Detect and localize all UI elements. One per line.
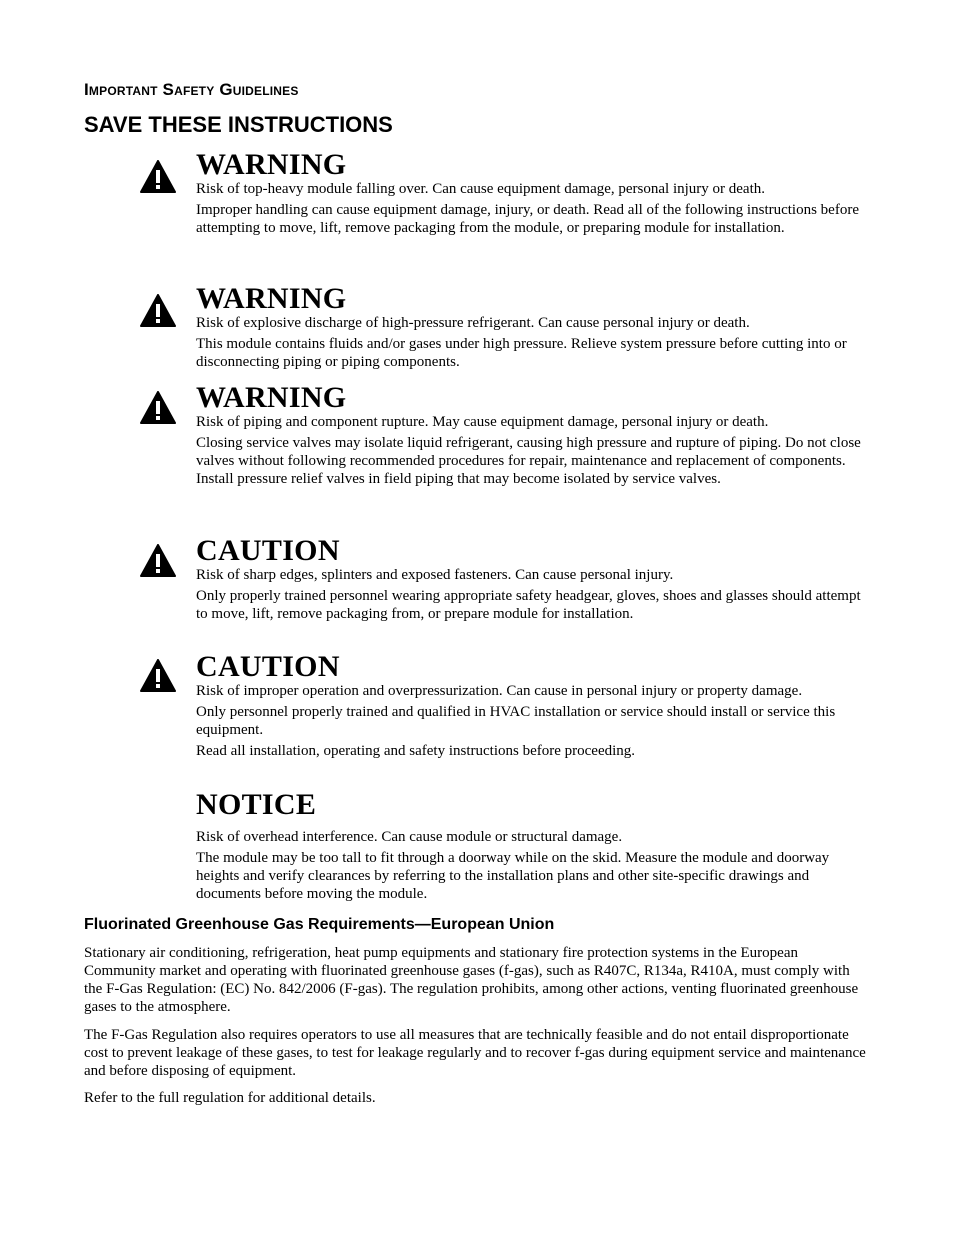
hazard-instruction-text: Only properly trained personnel wearing appropriate safety headgear, gloves, shoes and glasses should attempt to move, lift, remove packaging from, or prepare module for installation. xyxy=(196,588,861,622)
hazard-body xyxy=(196,284,868,374)
section-title: Important Safety Guidelines xyxy=(84,80,299,99)
hazard-instruction-text: Only personnel properly trained and qualified in HVAC installation or service should install or service this equipment. xyxy=(196,704,836,738)
hazard-risk-text: Risk of top-heavy module falling over. Can cause equipment damage, personal injury or death. xyxy=(196,181,766,197)
hazard-instruction-text: Improper handling can cause equipment damage, injury, or death. Read all of the following instructions before attempting to move, lift, remove packaging from the module, or preparing module for installation. xyxy=(196,202,859,236)
fgas-heading: Fluorinated Greenhouse Gas Requirements—European Union xyxy=(84,916,555,933)
hazard-risk-text: Risk of explosive discharge of high-pressure refrigerant. Can cause personal injury or death. xyxy=(196,315,750,331)
fgas-paragraph: Stationary air conditioning, refrigeration, heat pump equipments and stationary fire protection systems in the European Community market and operating with fluorinated greenhouse gases (f-gas), such as R407C, R134a, R410A, must comply with the F-Gas Regulation: (EC) No. 842/2006 (F-gas). The regulation prohibits, among other actions, venting fluorinated greenhouse gases to the atmosphere. xyxy=(84,945,859,1015)
hazard-instruction-text: This module contains fluids and/or gases under high pressure. Relieve system pressure before cutting into or disconnecting piping or piping components. xyxy=(196,336,847,370)
save-instructions-title: SAVE THESE INSTRUCTIONS xyxy=(84,112,393,137)
hazard-instruction-text: Read all installation, operating and safety instructions before proceeding. xyxy=(196,743,636,759)
signal-word: CAUTION xyxy=(196,650,340,683)
signal-word: WARNING xyxy=(196,381,347,414)
warning-triangle-icon xyxy=(140,160,176,194)
hazard-body xyxy=(196,383,868,491)
fgas-paragraph: Refer to the full regulation for additional details. xyxy=(84,1090,376,1106)
signal-word: WARNING xyxy=(196,148,347,181)
fgas-paragraph: The F-Gas Regulation also requires operators to use all measures that are technically feasible and do not entail disproportionate cost to prevent leakage of these gases, to test for leakage regularly and to recover f-gas during equipment service and maintenance and before disposing of equipment. xyxy=(84,1027,866,1079)
hazard-instruction-text: The module may be too tall to fit through a doorway while on the skid. Measure the module and doorway heights and verify clearances by referring to the installation plans and other site-specific drawings and documents before moving the module. xyxy=(196,850,830,902)
warning-triangle-icon xyxy=(140,544,176,578)
hazard-body xyxy=(196,790,868,906)
hazard-instruction-text: Closing service valves may isolate liquid refrigerant, causing high pressure and rupture of piping. Do not close valves without following recommended procedures for repair, maintenance and replacement of components. Install pressure relief valves in field piping that may become isolated by service valves. xyxy=(196,435,861,487)
hazard-risk-text: Risk of piping and component rupture. May cause equipment damage, personal injury or death. xyxy=(196,414,769,430)
signal-word: NOTICE xyxy=(196,788,317,821)
hazard-body xyxy=(196,536,868,626)
hazard-risk-text: Risk of overhead interference. Can cause module or structural damage. xyxy=(196,829,623,845)
warning-triangle-icon xyxy=(140,659,176,693)
hazard-body xyxy=(196,150,868,240)
signal-word: CAUTION xyxy=(196,534,340,567)
warning-triangle-icon xyxy=(140,391,176,425)
warning-triangle-icon xyxy=(140,294,176,328)
hazard-risk-text: Risk of improper operation and overpressurization. Can cause in personal injury or property damage. xyxy=(196,683,803,699)
hazard-risk-text: Risk of sharp edges, splinters and exposed fasteners. Can cause personal injury. xyxy=(196,567,674,583)
hazard-body xyxy=(196,652,868,763)
signal-word: WARNING xyxy=(196,282,347,315)
